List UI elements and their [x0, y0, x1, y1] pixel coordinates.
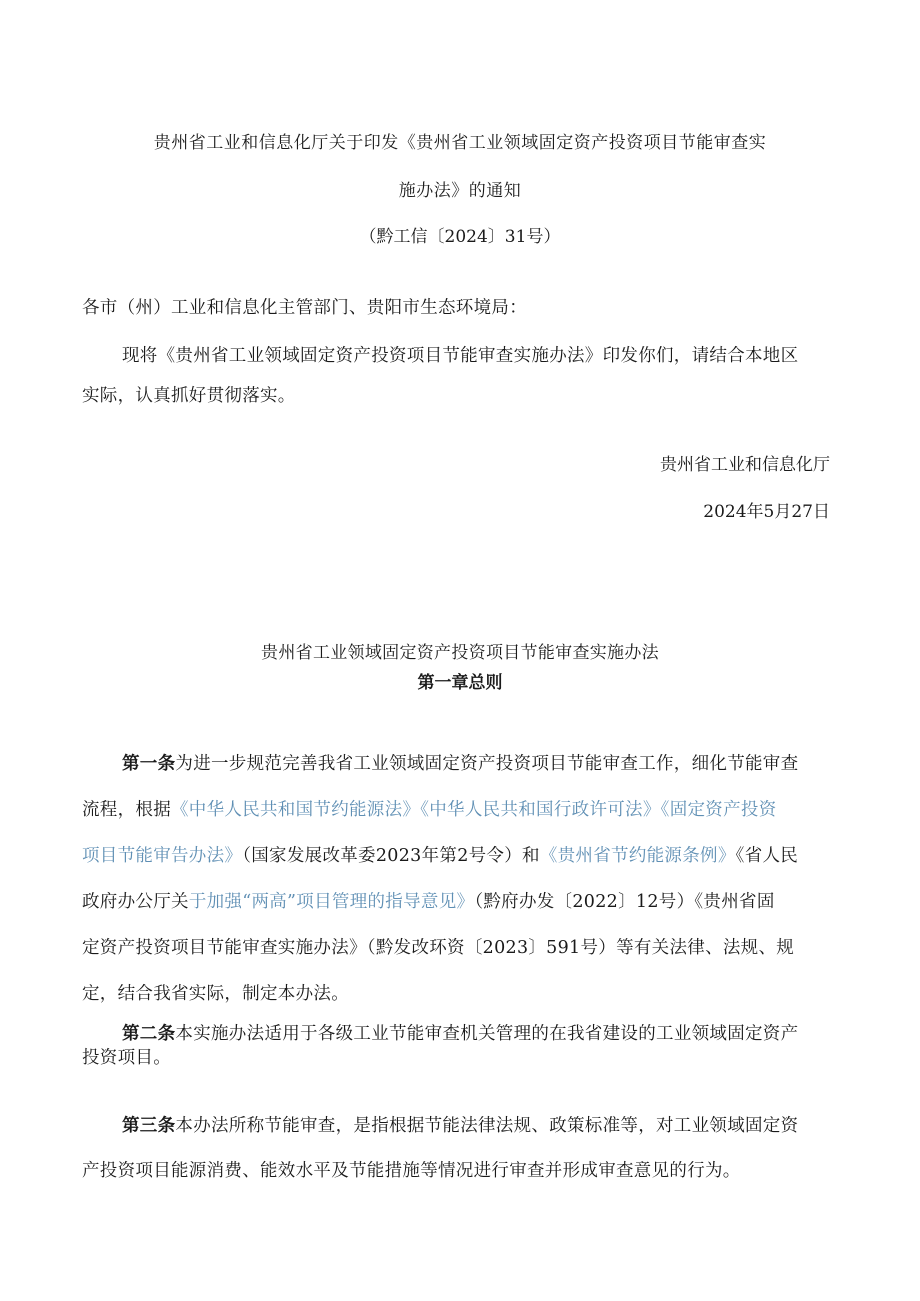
law-link-two-high-guidance[interactable]: 于加强“两高”项目管理的指导意见》 — [188, 892, 475, 912]
article3-line1 — [122, 1112, 798, 1137]
article1-line1 — [122, 750, 798, 775]
law-link-fixed-asset-part2[interactable]: 项目节能审告办法》 — [82, 846, 243, 866]
notice-title-line2: 施办法》的通知 — [398, 181, 522, 201]
article2-line1 — [122, 1020, 798, 1045]
notice-title-line1: 贵州省工业和信息化厅关于印发《贵州省工业领域固定资产投资项目节能审查实 — [153, 133, 767, 153]
article1-line2 — [82, 796, 777, 821]
issuer: 贵州省工业和信息化厅 — [660, 455, 830, 475]
notice-body-line2: 实际，认真抓好贯彻落实。 — [82, 386, 296, 406]
article-label: 第二条 — [122, 1024, 176, 1044]
article-text: 为进一步规范完善我省工业领域固定资产投资项目节能审查工作，细化节能审查 — [175, 754, 799, 774]
law-link-energy-conservation[interactable]: 《中华人民共和国节约能源法》 — [171, 800, 421, 820]
article2-line2: 投资项目。 — [82, 1048, 171, 1068]
article1-line3 — [82, 842, 798, 867]
article3-line2: 产投资项目能源消费、能效水平及节能措施等情况进行审查并形成审查意见的行为。 — [82, 1161, 741, 1181]
article-text: 本实施办法适用于各级工业节能审查机关管理的在我省建设的工业领域固定资产 — [175, 1024, 799, 1044]
article-text: 流程，根据 — [82, 800, 171, 820]
article-text: （国家发展改革委2023年第2号令）和 — [242, 846, 540, 866]
article-text: 本办法所称节能审查，是指根据节能法律法规、政策标准等，对工业领域固定资 — [175, 1116, 799, 1136]
article-label: 第三条 — [122, 1116, 176, 1136]
article-text: 《省人民 — [735, 846, 799, 866]
law-link-administrative-licensing[interactable]: 《中华人民共和国行政许可法》 — [420, 800, 661, 820]
notice-body-line1: 现将《贵州省工业领域固定资产投资项目节能审查实施办法》印发你们，请结合本地区 — [122, 346, 799, 366]
article-label: 第一条 — [122, 754, 176, 774]
law-link-fixed-asset-part1[interactable]: 《固定资产投资 — [660, 800, 777, 820]
law-link-guizhou-regulation[interactable]: 《贵州省节约能源条例》 — [539, 846, 736, 866]
issue-date: 2024年5月27日 — [703, 502, 830, 522]
addressee: 各市（州）工业和信息化主管部门、贵阳市生态环境局： — [82, 298, 527, 318]
chapter-heading: 第一章总则 — [417, 673, 503, 693]
article1-line5: 定资产投资项目节能审查实施办法》（黔发改环资〔2023〕591号）等有关法律、法规、规 — [82, 938, 795, 958]
article-text: （黔府办发〔2022〕12号）《贵州省固 — [474, 892, 775, 912]
article1-line6: 定，结合我省实际，制定本办法。 — [82, 984, 349, 1004]
measures-title: 贵州省工业领域固定资产投资项目节能审查实施办法 — [261, 643, 659, 663]
article-text: 政府办公厅关 — [82, 892, 189, 912]
article1-line4 — [82, 888, 775, 913]
doc-number: （黔工信〔2024〕31号） — [359, 227, 561, 247]
